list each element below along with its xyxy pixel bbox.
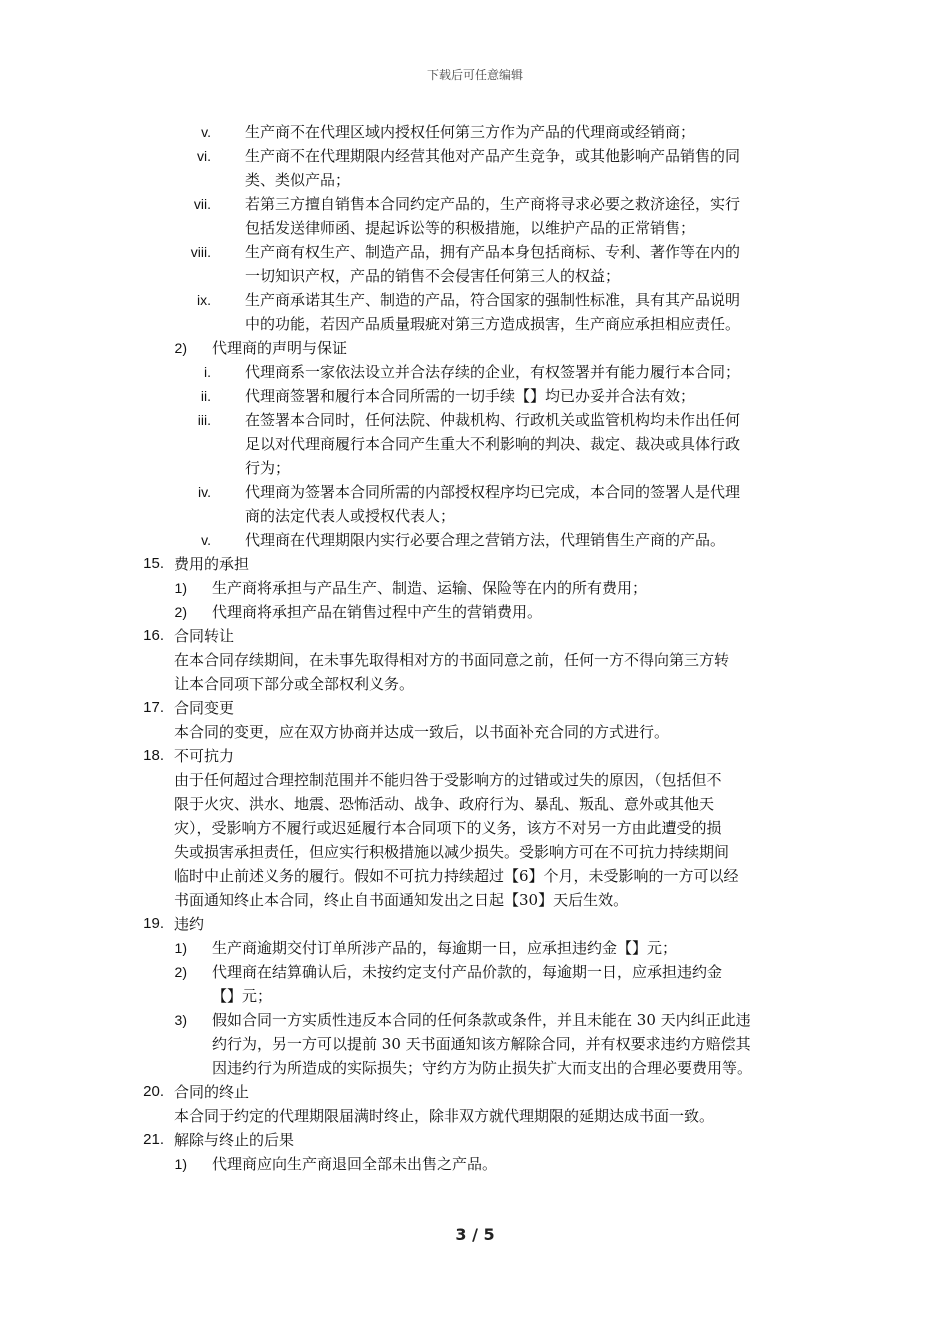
line-text: 因违约行为所造成的实际损失；守约方为防止损失扩大而支出的合理必要费用等。: [212, 1059, 753, 1077]
list-marker: 2): [174, 604, 187, 620]
line-text: 若第三方擅自销售本合同约定产品的，生产商将寻求必要之救济途径，实行: [245, 195, 741, 213]
document-line: [0, 672, 950, 696]
line-text: 在签署本合同时，任何法院、仲裁机构、行政机关或监管机构均未作出任何: [245, 411, 741, 429]
document-line: [0, 432, 950, 456]
document-line: [0, 840, 950, 864]
document-line: [0, 744, 950, 768]
list-marker: 1): [174, 940, 187, 956]
list-marker: 2): [174, 340, 187, 356]
document-line: [0, 144, 950, 168]
document-line: [0, 192, 950, 216]
document-line: [0, 624, 950, 648]
document-line: [0, 816, 950, 840]
list-marker: 3): [174, 1012, 187, 1028]
line-text: 生产商有权生产、制造产品，拥有产品本身包括商标、专利、著作等在内的: [245, 243, 741, 261]
list-marker: iv.: [198, 484, 211, 500]
line-text: 行为；: [245, 459, 291, 477]
line-text: 解除与终止的后果: [174, 1131, 295, 1149]
list-marker: 20.: [143, 1083, 164, 1100]
document-line: [0, 768, 950, 792]
document-line: [0, 240, 950, 264]
document-line: [0, 720, 950, 744]
list-marker: 2): [174, 964, 187, 980]
line-text: 合同转让: [174, 627, 235, 645]
document-line: [0, 312, 950, 336]
line-text: 生产商承诺其生产、制造的产品，符合国家的强制性标准，具有其产品说明: [245, 291, 741, 309]
document-line: [0, 1128, 950, 1152]
line-text: 约行为，另一方可以提前 30 天书面通知该方解除合同，并有权要求违约方赔偿其: [212, 1035, 751, 1053]
list-marker: i.: [204, 364, 211, 380]
list-marker: 1): [174, 1156, 187, 1172]
document-line: [0, 792, 950, 816]
list-marker: vii.: [193, 196, 211, 212]
document-line: [0, 408, 950, 432]
document-line: [0, 600, 950, 624]
document-line: [0, 888, 950, 912]
line-text: 生产商将承担与产品生产、制造、运输、保险等在内的所有费用；: [212, 579, 648, 597]
document-line: [0, 1056, 950, 1080]
document-line: [0, 648, 950, 672]
document-line: [0, 696, 950, 720]
page-number: 3 / 5: [455, 1225, 495, 1244]
document-line: [0, 216, 950, 240]
document-line: [0, 960, 950, 984]
line-text: 包括发送律师函、提起诉讼等的积极措施，以维护产品的正常销售；: [245, 219, 696, 237]
line-text: 代理商系一家依法设立并合法存续的企业，有权签署并有能力履行本合同；: [245, 363, 741, 381]
line-text: 代理商为签署本合同所需的内部授权程序均已完成，本合同的签署人是代理: [245, 483, 741, 501]
list-marker: 16.: [143, 627, 164, 644]
list-marker: viii.: [190, 244, 211, 260]
line-text: 本合同于约定的代理期限届满时终止，除非双方就代理期限的延期达成书面一致。: [174, 1107, 715, 1125]
document-line: [0, 1104, 950, 1128]
list-marker: 19.: [143, 915, 164, 932]
list-marker: ix.: [197, 292, 211, 308]
document-line: [0, 120, 950, 144]
line-text: 生产商不在代理期限内经营其他对产品产生竞争，或其他影响产品销售的同: [245, 147, 741, 165]
page-header-note: 下载后可任意编辑: [426, 68, 523, 82]
line-text: 代理商在代理期限内实行必要合理之营销方法，代理销售生产商的产品。: [245, 531, 726, 549]
line-text: 合同的终止: [174, 1083, 250, 1101]
list-marker: 17.: [143, 699, 164, 716]
list-marker: 15.: [143, 555, 164, 572]
document-line: [0, 576, 950, 600]
line-text: 生产商逾期交付订单所涉产品的，每逾期一日，应承担违约金【】元；: [212, 939, 678, 957]
list-marker: 21.: [143, 1131, 164, 1148]
line-text: 限于火灾、洪水、地震、恐怖活动、战争、政府行为、暴乱、叛乱、意外或其他天: [174, 795, 715, 813]
line-text: 代理商的声明与保证: [212, 339, 348, 357]
line-text: 代理商签署和履行本合同所需的一切手续【】均已办妥并合法有效；: [245, 387, 696, 405]
document-line: [0, 264, 950, 288]
line-text: 假如合同一方实质性违反本合同的任何条款或条件，并且未能在 30 天内纠正此违: [212, 1011, 751, 1029]
list-marker: vi.: [197, 148, 211, 164]
line-text: 商的法定代表人或授权代表人；: [245, 507, 456, 525]
line-text: 不可抗力: [174, 747, 235, 765]
list-marker: v.: [201, 532, 211, 548]
line-text: 本合同的变更，应在双方协商并达成一致后，以书面补充合同的方式进行。: [174, 723, 670, 741]
document-line: [0, 528, 950, 552]
line-text: 灾），受影响方不履行或迟延履行本合同项下的义务，该方不对另一方由此遭受的损: [174, 819, 722, 837]
document-line: [0, 1032, 950, 1056]
document-line: [0, 168, 950, 192]
document-line: [0, 936, 950, 960]
line-text: 类、类似产品；: [245, 171, 351, 189]
document-line: [0, 1008, 950, 1032]
document-line: [0, 336, 950, 360]
line-text: 费用的承担: [174, 555, 250, 573]
line-text: 由于任何超过合理控制范围并不能归咎于受影响方的过错或过失的原因，（包括但不: [174, 771, 722, 789]
document-line: [0, 912, 950, 936]
document-line: [0, 288, 950, 312]
line-text: 【】元；: [212, 987, 273, 1005]
document-line: [0, 480, 950, 504]
list-marker: v.: [201, 124, 211, 140]
line-text: 生产商不在代理区域内授权任何第三方作为产品的代理商或经销商；: [245, 123, 696, 141]
document-line: [0, 552, 950, 576]
line-text: 代理商应向生产商退回全部未出售之产品。: [212, 1155, 498, 1173]
list-marker: ii.: [200, 388, 211, 404]
document-line: [0, 384, 950, 408]
line-text: 代理商在结算确认后，未按约定支付产品价款的，每逾期一日，应承担违约金: [212, 963, 723, 981]
line-text: 失或损害承担责任，但应实行积极措施以减少损失。受影响方可在不可抗力持续期间: [174, 843, 730, 861]
list-marker: 18.: [143, 747, 164, 764]
line-text: 代理商将承担产品在销售过程中产生的营销费用。: [212, 603, 543, 621]
document-line: [0, 360, 950, 384]
line-text: 书面通知终止本合同，终止自书面通知发出之日起【30】天后生效。: [174, 891, 629, 909]
line-text: 违约: [174, 915, 205, 933]
line-text: 足以对代理商履行本合同产生重大不利影响的判决、裁定、裁决或具体行政: [245, 435, 741, 453]
document-line: [0, 504, 950, 528]
line-text: 一切知识产权，产品的销售不会侵害任何第三人的权益；: [245, 267, 621, 285]
line-text: 临时中止前述义务的履行。假如不可抗力持续超过【6】个月，未受影响的一方可以经: [174, 867, 739, 885]
document-line: [0, 984, 950, 1008]
list-marker: iii.: [197, 412, 211, 428]
line-text: 让本合同项下部分或全部权利义务。: [174, 675, 415, 693]
document-line: [0, 1152, 950, 1176]
line-text: 中的功能，若因产品质量瑕疵对第三方造成损害，生产商应承担相应责任。: [245, 315, 741, 333]
line-text: 在本合同存续期间，在未事先取得相对方的书面同意之前，任何一方不得向第三方转: [174, 651, 730, 669]
document-line: [0, 1080, 950, 1104]
list-marker: 1): [174, 580, 187, 596]
document-line: [0, 864, 950, 888]
document-body: [0, 120, 950, 1176]
document-line: [0, 456, 950, 480]
line-text: 合同变更: [174, 699, 235, 717]
